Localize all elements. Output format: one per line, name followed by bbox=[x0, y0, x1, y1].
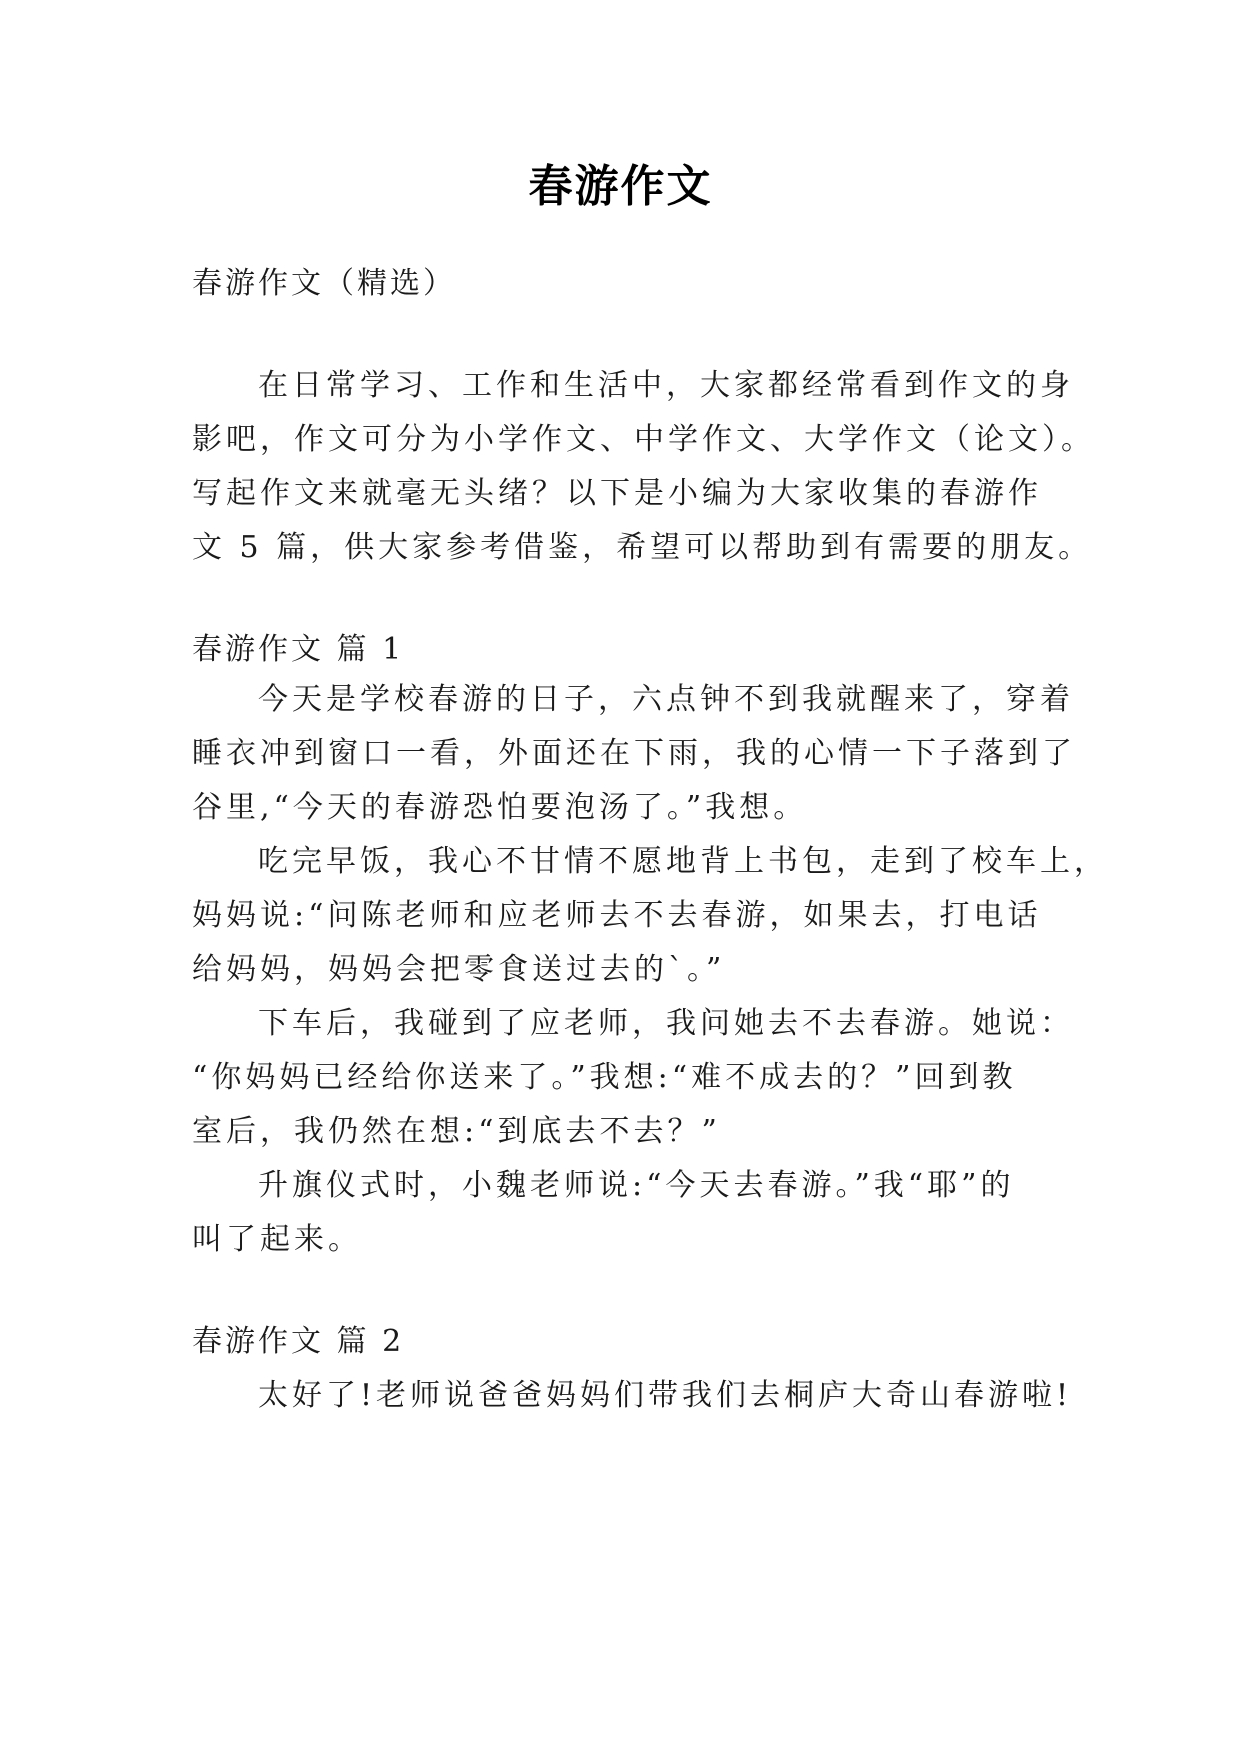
intro-line: 写起作文来就毫无头绪？以下是小编为大家收集的春游作 bbox=[192, 476, 1042, 511]
paragraph-line: 睡衣冲到窗口一看，外面还在下雨，我的心情一下子落到了 bbox=[192, 736, 1076, 771]
document-title: 春游作文 bbox=[528, 161, 713, 212]
paragraph-line: “你妈妈已经给你送来了。”我想:“难不成去的？”回到教 bbox=[192, 1060, 1017, 1095]
intro-line: 文 5 篇，供大家参考借鉴，希望可以帮助到有需要的朋友。 bbox=[192, 530, 1093, 565]
paragraph-line: 室后，我仍然在想:“到底去不去？” bbox=[192, 1114, 721, 1149]
intro-line: 在日常学习、工作和生活中，大家都经常看到作文的身 bbox=[258, 368, 1074, 403]
paragraph-line: 吃完早饭，我心不甘情不愿地背上书包，走到了校车上， bbox=[258, 844, 1108, 879]
paragraph-line: 下车后，我碰到了应老师，我问她去不去春游。她说： bbox=[258, 1006, 1074, 1041]
intro-line: 影吧，作文可分为小学作文、中学作文、大学作文（论文）。 bbox=[192, 422, 1095, 457]
subtitle: 春游作文（精选） bbox=[192, 266, 456, 301]
section-heading-1: 春游作文 篇 1 bbox=[192, 632, 405, 667]
paragraph-line: 给妈妈，妈妈会把零食送过去的`。” bbox=[192, 952, 726, 987]
section-heading-2: 春游作文 篇 2 bbox=[192, 1324, 405, 1359]
paragraph-line: 妈妈说:“问陈老师和应老师去不去春游，如果去，打电话 bbox=[192, 898, 1042, 933]
paragraph-line: 太好了!老师说爸爸妈妈们带我们去桐庐大奇山春游啦! bbox=[258, 1378, 1073, 1413]
paragraph-line: 谷里,“今天的春游恐怕要泡汤了。”我想。 bbox=[192, 790, 808, 825]
paragraph-line: 升旗仪式时，小魏老师说:“今天去春游。”我“耶”的 bbox=[258, 1168, 1015, 1203]
paragraph-line: 叫了起来。 bbox=[192, 1222, 362, 1257]
paragraph-line: 今天是学校春游的日子，六点钟不到我就醒来了，穿着 bbox=[258, 682, 1074, 717]
